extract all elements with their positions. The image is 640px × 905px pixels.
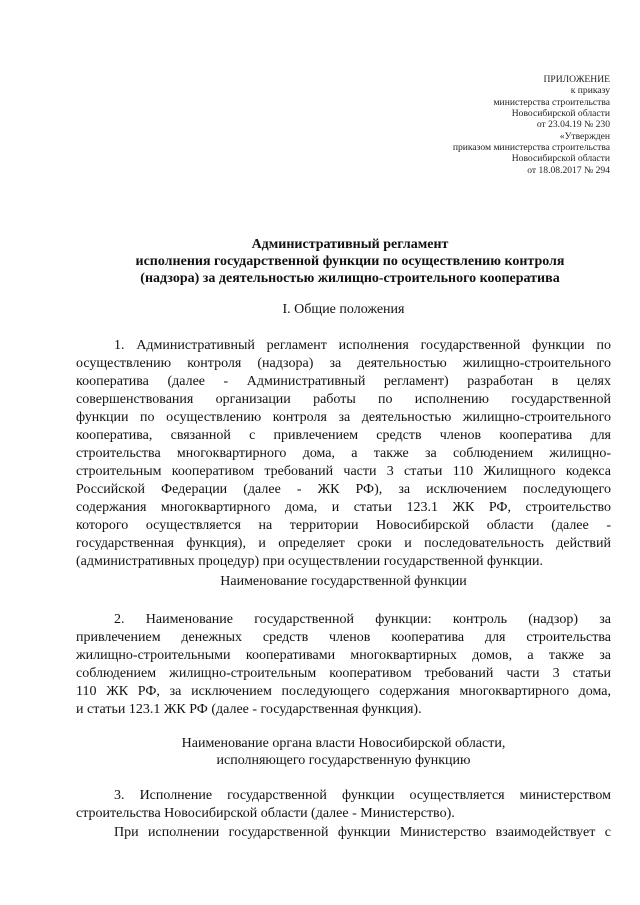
approval-line: от 18.08.2017 № 294 (527, 164, 610, 176)
text-line: строительства многоквартирного дома, а также за соблюдением жилищно- (76, 446, 611, 461)
text-line: 1. Административный регламент исполнения государственной функции по (114, 338, 611, 353)
section-heading-text: Наименование органа власти Новосибирской области, (181, 736, 506, 751)
text-line: Российской Федерации (далее - ЖК РФ), за исключением последующего (76, 482, 611, 497)
section-heading-text: исполняющего государственную функцию (216, 753, 471, 768)
title-line: исполнения государственной функции по осуществлению контроля (135, 254, 565, 269)
document-title (80, 236, 620, 287)
paragraph-2 (76, 611, 611, 719)
approval-line: ПРИЛОЖЕНИЕ (543, 74, 610, 85)
text-line: жилищно-строительными кооперативами многоквартирных домов, а также за (76, 648, 611, 663)
text-line: которого осуществляется на территории Новосибирской области (далее - (76, 518, 611, 533)
approval-line: министерства строительства (493, 96, 610, 108)
text-line: совершенствования организации работы по исполнению государственной (76, 392, 611, 407)
text-line: соблюдением жилищно-строительным кооперативом требований части 3 статьи (76, 666, 611, 681)
approval-line: Новосибирской области (511, 153, 610, 165)
text-line: государственная функция), и определяет сроки и последовательность действий (76, 536, 611, 551)
approval-line: «Утвержден (559, 130, 610, 142)
text-line: привлечением денежных средств членов кооператива для строительства (76, 630, 611, 645)
section-heading-general (76, 301, 611, 318)
section-heading-function-name (76, 573, 611, 590)
text-line: 2. Наименование государственной функции: контроль (надзор) за (114, 612, 611, 627)
approval-line: от 23.04.19 № 230 (536, 119, 610, 131)
section-heading-text: Наименование государственной функции (220, 574, 467, 589)
text-line: кооператива (далее - Административный регламент) разработан в целях (76, 374, 611, 389)
text-line: строительства Новосибирской области (далее - Министерство). (76, 806, 455, 821)
section-heading-authority (76, 735, 611, 769)
paragraph-4 (76, 824, 611, 842)
text-line: 3. Исполнение государственной функции осуществляется министерством (114, 788, 611, 803)
approval-line: к приказу (570, 85, 610, 97)
paragraph-1 (76, 337, 611, 571)
text-line: (административных процедур) при осуществлении государственной функции. (76, 554, 544, 569)
title-line: (надзора) за деятельностью жилищно-строительного кооператива (140, 271, 560, 286)
section-heading-text: I. Общие положения (282, 302, 405, 317)
paragraph-3 (76, 787, 611, 823)
text-line: и статьи 123.1 ЖК РФ (далее - государственная функция). (76, 702, 422, 717)
text-line: содержания многоквартирного дома, и статьи 123.1 ЖК РФ, строительство (76, 500, 611, 515)
text-line: осуществлению контроля (надзора) за деятельностью жилищно-строительного (76, 356, 611, 371)
text-line: При исполнении государственной функции Министерство взаимодействует с (114, 825, 611, 840)
text-line: функции по осуществлению контроля за деятельностью жилищно-строительного (76, 410, 611, 425)
title-line: Административный регламент (251, 237, 449, 252)
approval-line: Новосибирской области (511, 108, 610, 120)
text-line: 110 ЖК РФ, за исключением последующего содержания многоквартирного дома, (76, 684, 611, 699)
approval-line: приказом министерства строительства (452, 142, 610, 154)
text-line: кооператива, связанной с привлечением средств членов кооператива для (76, 428, 611, 443)
approval-stamp (310, 74, 610, 176)
text-line: строительным кооперативом требований части 3 статьи 110 Жилищного кодекса (76, 464, 611, 479)
